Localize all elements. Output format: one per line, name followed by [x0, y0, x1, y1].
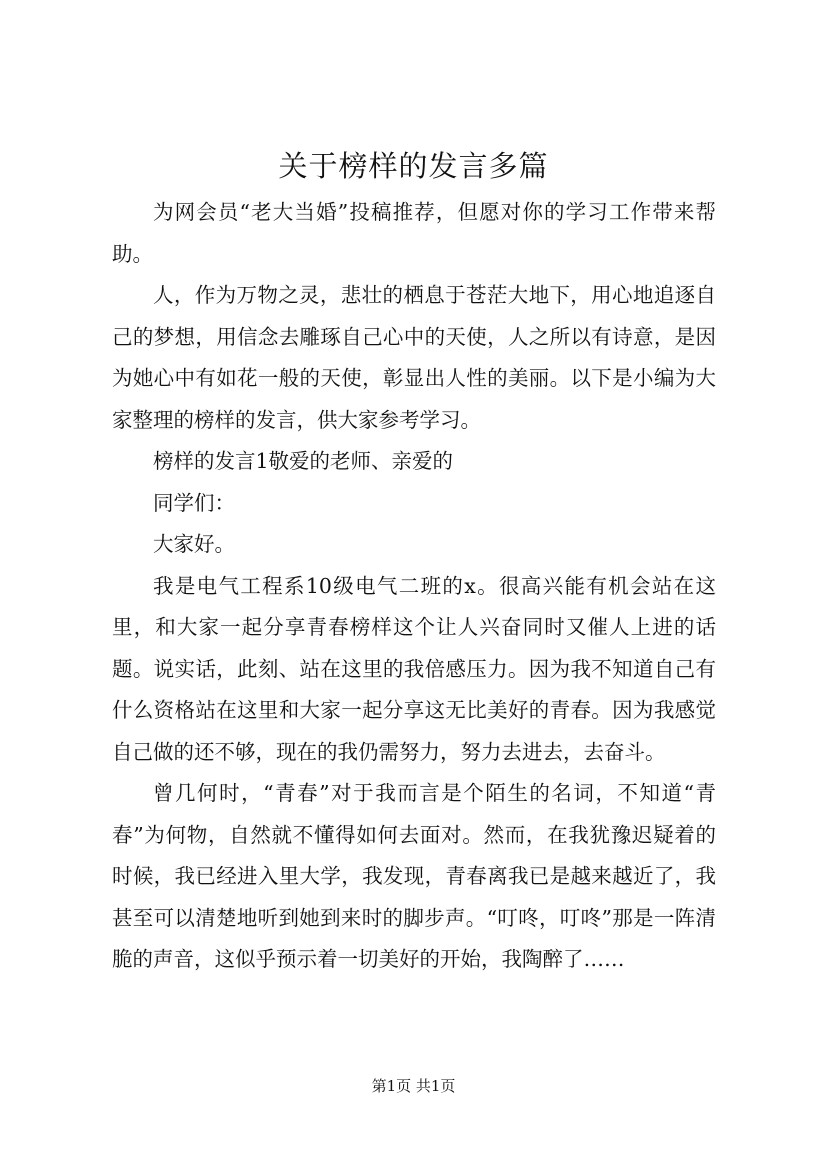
paragraph-salutation: 同学们： — [153, 490, 235, 515]
document-body — [112, 192, 716, 981]
paragraph-speech-heading: 榜样的发言1敬爱的老师、亲爱的 — [153, 449, 454, 473]
paragraph-preface: 人，作为万物之灵，悲壮的栖息于苍茫大地下，用心地追逐自己的梦想，用信念去雕琢自己心中的天使，人之所以有诗意，是因为她心中有如花一般的天使，彰显出人性的美丽。以下是小编为大家整理的榜样的发言，供大家参考学习。 — [112, 283, 716, 432]
paragraph-greeting: 大家好。 — [153, 532, 235, 556]
paragraph-youth: 曾几何时，“青春”对于我而言是个陌生的名词，不知道“青春”为何物，自然就不懂得如何去面对。然而，在我犹豫迟疑着的时候，我已经进入里大学，我发现，青春离我已是越来越近了，我甚至可以清楚地听到她到来时的脚步声。“叮咚，叮咚”那是一阵清脆的声音，这似乎预示着一切美好的开始，我陶醉了…… — [112, 781, 716, 971]
paragraph-self-intro: 我是电气工程系10级电气二班的x。很高兴能有机会站在这里，和大家一起分享青春榜样这个让人兴奋同时又催人上进的话题。说实话，此刻、站在这里的我倍感压力。因为我不知道自己有什么资格站在这里和大家一起分享这无比美好的青春。因为我感觉自己做的还不够，现在的我仍需努力，努力去进去，去奋斗。 — [112, 573, 716, 764]
paragraph-intro: 为网会员“老大当婚”投稿推荐，但愿对你的学习工作带来帮助。 — [112, 200, 716, 266]
document-title: 关于榜样的发言多篇 — [278, 149, 549, 183]
page-number-footer: 第1页 共1页 — [371, 1077, 456, 1095]
